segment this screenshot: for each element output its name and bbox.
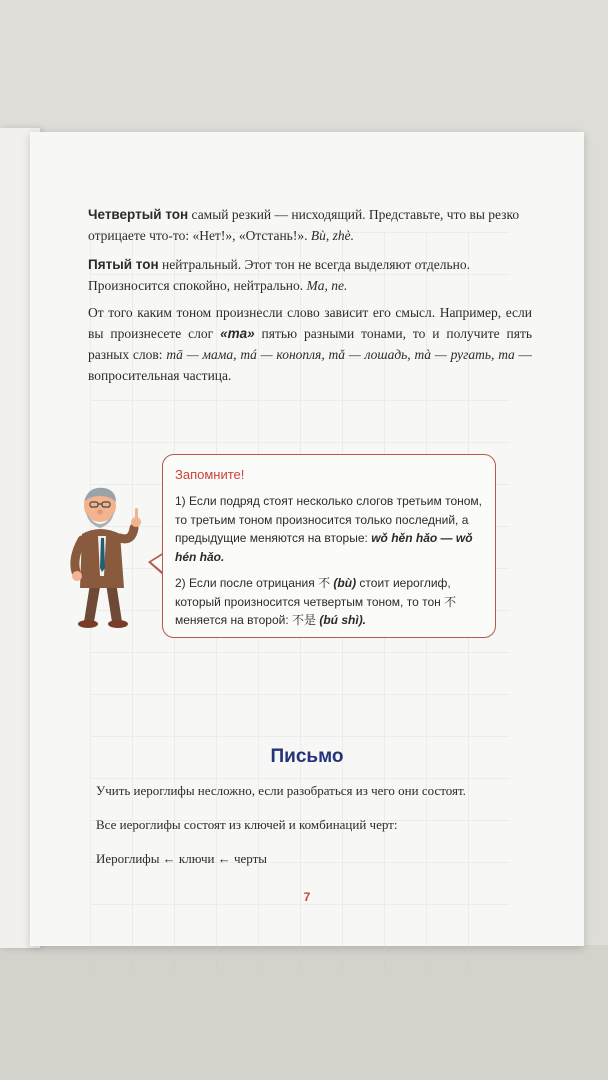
section-title-writing: Письмо <box>270 746 344 767</box>
fifth-tone-term: Пятый тон <box>88 257 159 272</box>
writing-text-line-1: Учить иероглифы несложно, если разобраться из чего они состоят. <box>96 783 466 798</box>
writing-text-line-3: Иероглифы ← ключи ← черты <box>96 851 267 866</box>
paragraph-meaning: От того каким тоном произнесли слово зависит его смысл. Например, если вы произнесете слог «ma» пятью разными тонами, то и получите пять разных слов: mā — мама, má — конопля, mǎ — лошадь, mà — ругать, ma — вопросительная частица. <box>88 305 533 383</box>
fourth-tone-term: Четвертый тон <box>88 207 189 222</box>
page-number: 7 <box>303 890 311 904</box>
paragraph-fourth-tone: Четвертый тон самый резкий — нисходящий. Представьте, что вы резко отрицаете что-то: «Нет!», «Отстань!». Bù, zhè. <box>88 207 520 243</box>
old-man-teacher-icon <box>60 472 150 632</box>
remember-callout <box>162 454 496 638</box>
book-page <box>30 132 584 946</box>
writing-text-line-2: Все иероглифы состоят из ключей и комбинаций черт: <box>96 817 398 832</box>
callout-rule-1: 1) Если подряд стоят несколько слогов третьим тоном, то третьим тоном произносится только последний, а предыдущие меняются на вторые: wǒ hěn hǎo — wǒ hén hǎo. <box>175 494 483 564</box>
callout-rule-2: 2) Если после отрицания 不 (bù) стоит иероглиф, который произносится четвертым тоном, то тон 不 меняется на второй: 不是 (bú shì). <box>175 576 457 627</box>
callout-title: Запомните! <box>175 467 245 482</box>
paragraph-fifth-tone: Пятый тон нейтральный. Этот тон не всегда выделяют отдельно. Произносится спокойно, нейтрально. Ma, ne. <box>88 257 471 293</box>
